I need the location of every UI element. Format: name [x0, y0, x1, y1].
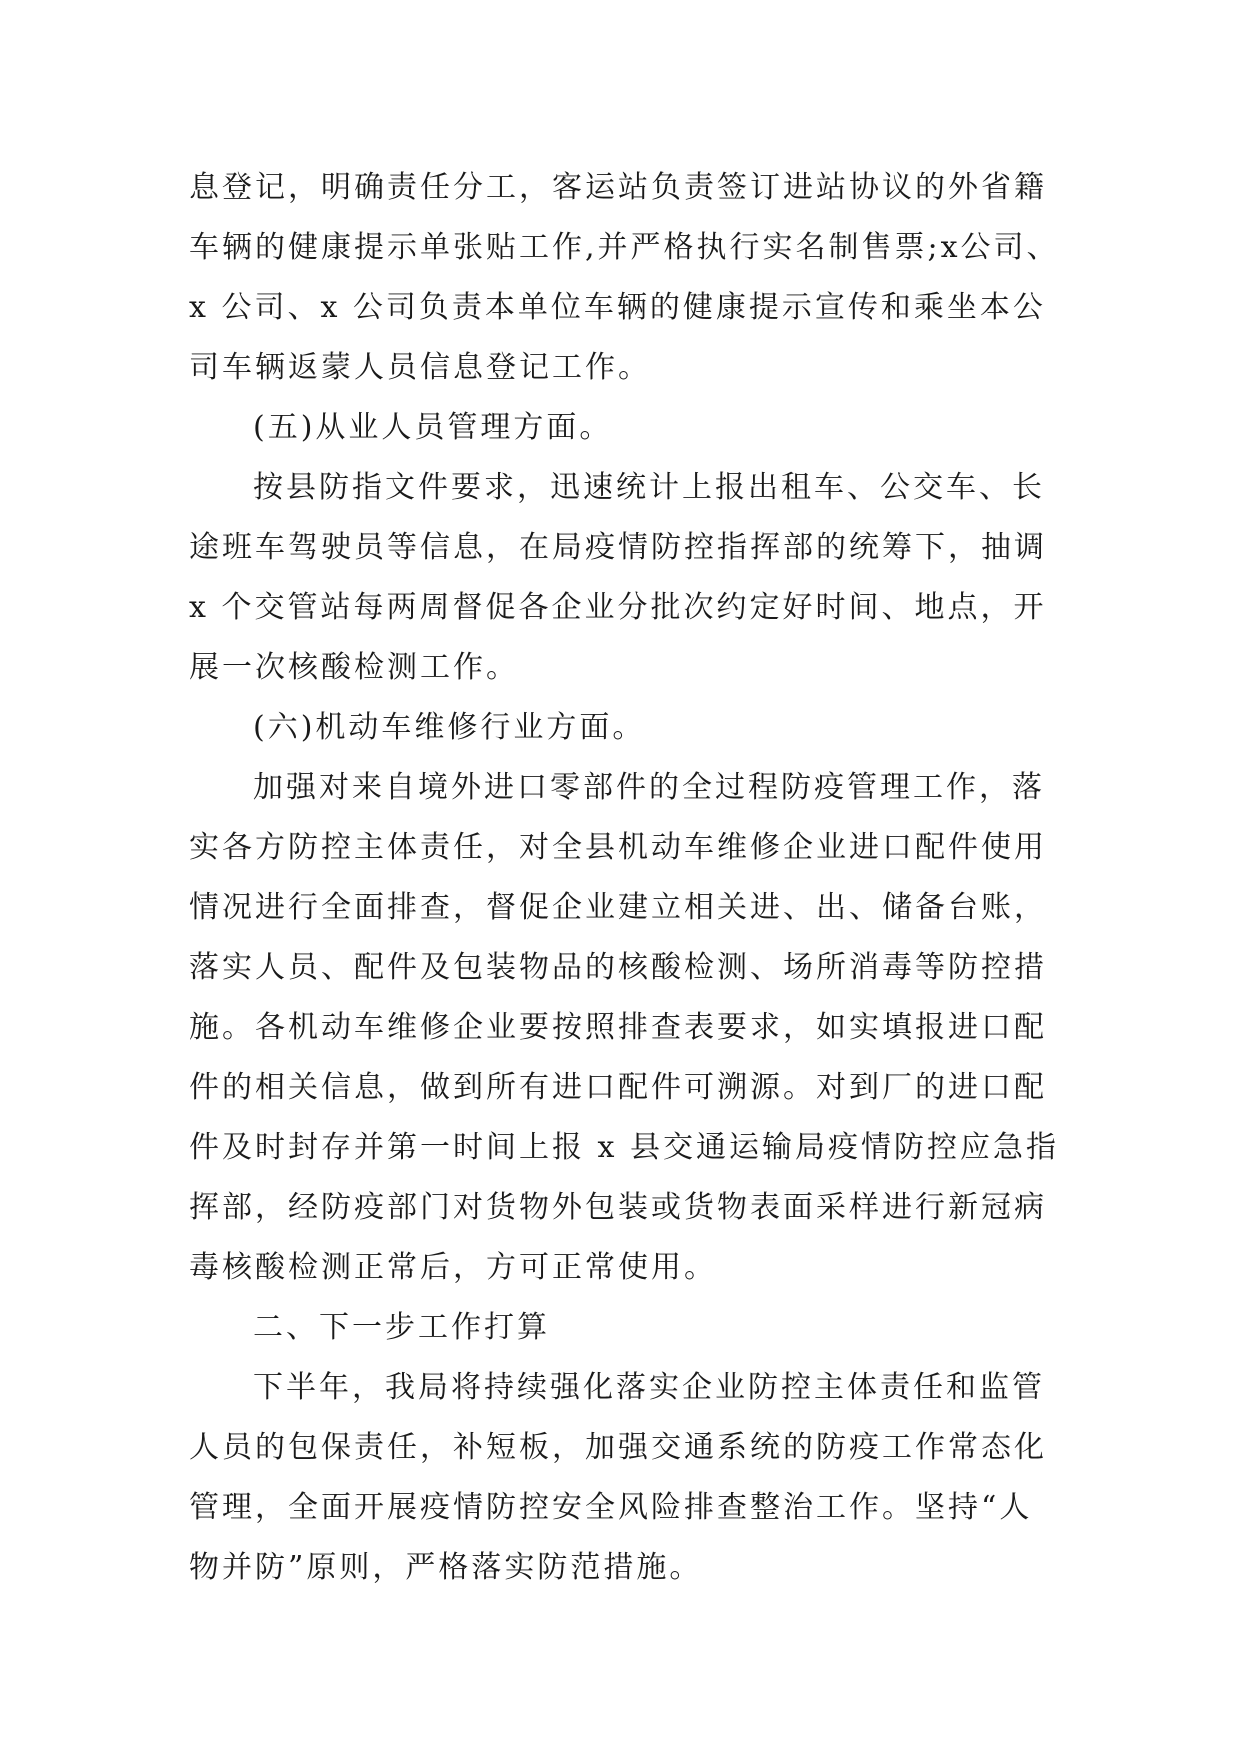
- paragraph-line: x 个交管站每两周督促各企业分批次约定好时间、地点，开: [189, 590, 1047, 625]
- paragraph-line: 按县防指文件要求，迅速统计上报出租车、公交车、长: [253, 470, 1045, 505]
- document-body: [189, 158, 1089, 1598]
- paragraph-line: 毒核酸检测正常后，方可正常使用。: [189, 1250, 717, 1285]
- paragraph-line: 加强对来自境外进口零部件的全过程防疫管理工作，落: [253, 770, 1045, 805]
- paragraph-line: 挥部，经防疫部门对货物外包装或货物表面采样进行新冠病: [189, 1190, 1047, 1225]
- paragraph-line: x 公司、x 公司负责本单位车辆的健康提示宣传和乘坐本公: [189, 290, 1046, 325]
- section-heading-five: (五)从业人员管理方面。: [253, 410, 613, 445]
- paragraph-line: 途班车驾驶员等信息，在局疫情防控指挥部的统筹下，抽调: [189, 530, 1047, 565]
- paragraph-line: 息登记，明确责任分工，客运站负责签订进站协议的外省籍: [189, 170, 1047, 205]
- section-heading-six: (六)机动车维修行业方面。: [253, 710, 646, 745]
- paragraph-line: 司车辆返蒙人员信息登记工作。: [189, 350, 651, 385]
- paragraph-line: 施。各机动车维修企业要按照排查表要求，如实填报进口配: [189, 1010, 1047, 1045]
- paragraph-line: 情况进行全面排查，督促企业建立相关进、出、储备台账，: [189, 890, 1047, 925]
- paragraph-line: 件及时封存并第一时间上报 x 县交通运输局疫情防控应急指: [189, 1130, 1059, 1165]
- paragraph-line: 展一次核酸检测工作。: [189, 650, 519, 685]
- paragraph-line: 物并防”原则，严格落实防范措施。: [189, 1550, 703, 1585]
- paragraph-line: 车辆的健康提示单张贴工作,并严格执行实名制售票;x公司、: [189, 230, 1060, 265]
- paragraph-line: 实各方防控主体责任，对全县机动车维修企业进口配件使用: [189, 830, 1047, 865]
- section-heading-two: 二、下一步工作打算: [253, 1310, 550, 1345]
- paragraph-line: 落实人员、配件及包装物品的核酸检测、场所消毒等防控措: [189, 950, 1047, 985]
- paragraph-line: 管理，全面开展疫情防控安全风险排查整治工作。坚持“人: [189, 1490, 1033, 1525]
- paragraph-line: 人员的包保责任，补短板，加强交通系统的防疫工作常态化: [189, 1430, 1047, 1465]
- paragraph-line: 件的相关信息，做到所有进口配件可溯源。对到厂的进口配: [189, 1070, 1047, 1105]
- paragraph-line: 下半年，我局将持续强化落实企业防控主体责任和监管: [253, 1370, 1045, 1405]
